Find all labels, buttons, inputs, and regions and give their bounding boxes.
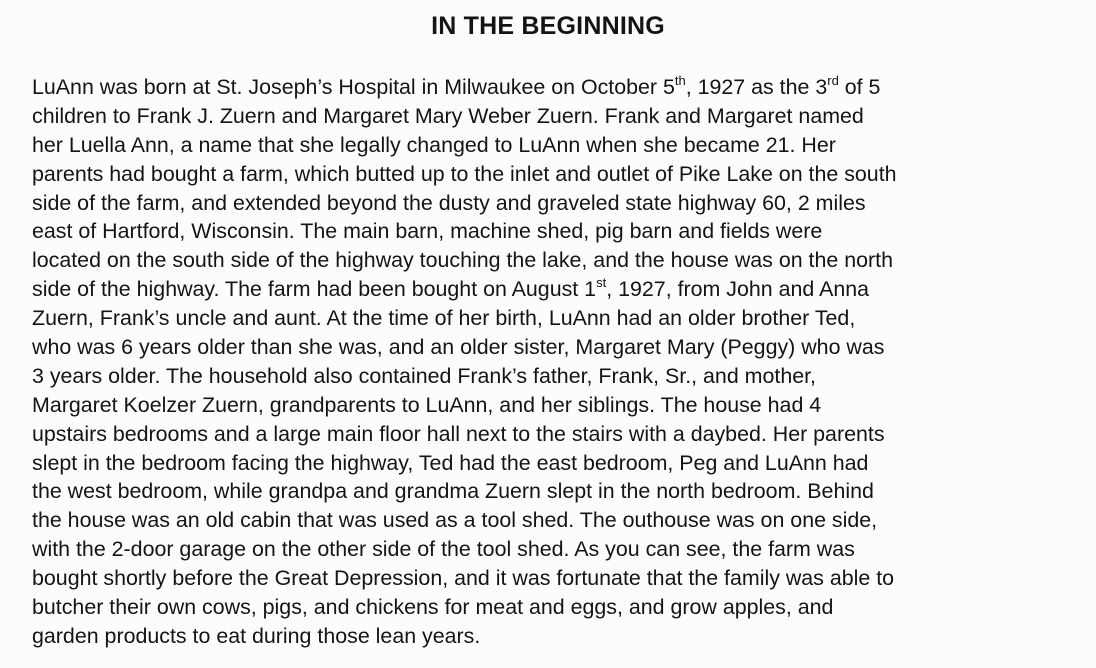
paragraph-line <box>32 420 1082 449</box>
paragraph-line <box>32 160 1082 189</box>
paragraph-line <box>32 564 1082 593</box>
line-text: of 5 <box>838 75 881 99</box>
ordinal-superscript: th <box>674 73 686 88</box>
line-text: located on the south side of the highway touching the lake, and the house was on the north <box>32 248 893 273</box>
line-text: her Luella Ann, a name that she legally changed to LuAnn when she became 21. Her <box>32 132 836 157</box>
paragraph-line <box>32 593 1082 622</box>
paragraph-line <box>32 535 1082 564</box>
document-title: IN THE BEGINNING <box>431 12 665 40</box>
paragraph-line <box>32 246 1082 275</box>
line-text: parents had bought a farm, which butted up to the inlet and outlet of Pike Lake on the south <box>32 161 897 186</box>
line-text: Zuern, Frank’s uncle and aunt. At the time of her birth, LuAnn had an older brother Ted, <box>32 306 856 331</box>
paragraph-line <box>32 304 1082 333</box>
paragraph-line <box>32 477 1082 506</box>
paragraph-line <box>32 217 1082 246</box>
line-text: upstairs bedrooms and a large main floor hall next to the stairs with a daybed. Her parents <box>32 421 885 446</box>
paragraph-line <box>32 333 1082 362</box>
paragraph-line <box>32 391 1082 420</box>
line-text: Margaret Koelzer Zuern, grandparents to LuAnn, and her siblings. The house had 4 <box>32 392 822 417</box>
line-text: bought shortly before the Great Depression, and it was fortunate that the family was able to <box>32 566 895 591</box>
paragraph-line <box>32 73 1082 102</box>
paragraph-line <box>32 189 1082 218</box>
ordinal-superscript: rd <box>827 73 839 88</box>
paragraph-line <box>32 506 1082 535</box>
paragraph-line <box>32 622 1082 651</box>
paragraph-line <box>32 449 1082 478</box>
line-text: the west bedroom, while grandpa and grandma Zuern slept in the north bedroom. Behind <box>32 479 874 504</box>
line-text: side of the highway. The farm had been bought on August 1 <box>32 277 597 302</box>
line-text: children to Frank J. Zuern and Margaret Mary Weber Zuern. Frank and Margaret named <box>32 103 864 128</box>
line-text: , 1927, from John and Anna <box>606 277 870 302</box>
paragraph-line <box>32 131 1082 160</box>
paragraph-line <box>32 275 1082 304</box>
ordinal-superscript: st <box>596 275 607 291</box>
body-paragraph <box>32 73 1082 651</box>
line-text: garden products to eat during those lean years. <box>32 623 481 648</box>
paragraph-line <box>32 362 1082 391</box>
line-text: who was 6 years older than she was, and an older sister, Margaret Mary (Peggy) who was <box>32 335 885 360</box>
line-text: LuAnn was born at St. Joseph’s Hospital in Milwaukee on October 5 <box>32 75 675 99</box>
line-text: side of the farm, and extended beyond the dusty and graveled state highway 60, 2 miles <box>32 190 866 215</box>
paragraph-line <box>32 102 1082 131</box>
line-text: , 1927 as the 3 <box>685 75 828 99</box>
line-text: 3 years older. The household also contained Frank’s father, Frank, Sr., and mother, <box>32 363 816 388</box>
line-text: slept in the bedroom facing the highway, Ted had the east bedroom, Peg and LuAnn had <box>32 450 869 475</box>
line-text: the house was an old cabin that was used as a tool shed. The outhouse was on one side, <box>32 508 878 533</box>
line-text: with the 2-door garage on the other side of the tool shed. As you can see, the farm was <box>32 537 855 562</box>
line-text: east of Hartford, Wisconsin. The main barn, machine shed, pig barn and fields were <box>32 219 823 244</box>
line-text: butcher their own cows, pigs, and chickens for meat and eggs, and grow apples, and <box>32 595 834 620</box>
